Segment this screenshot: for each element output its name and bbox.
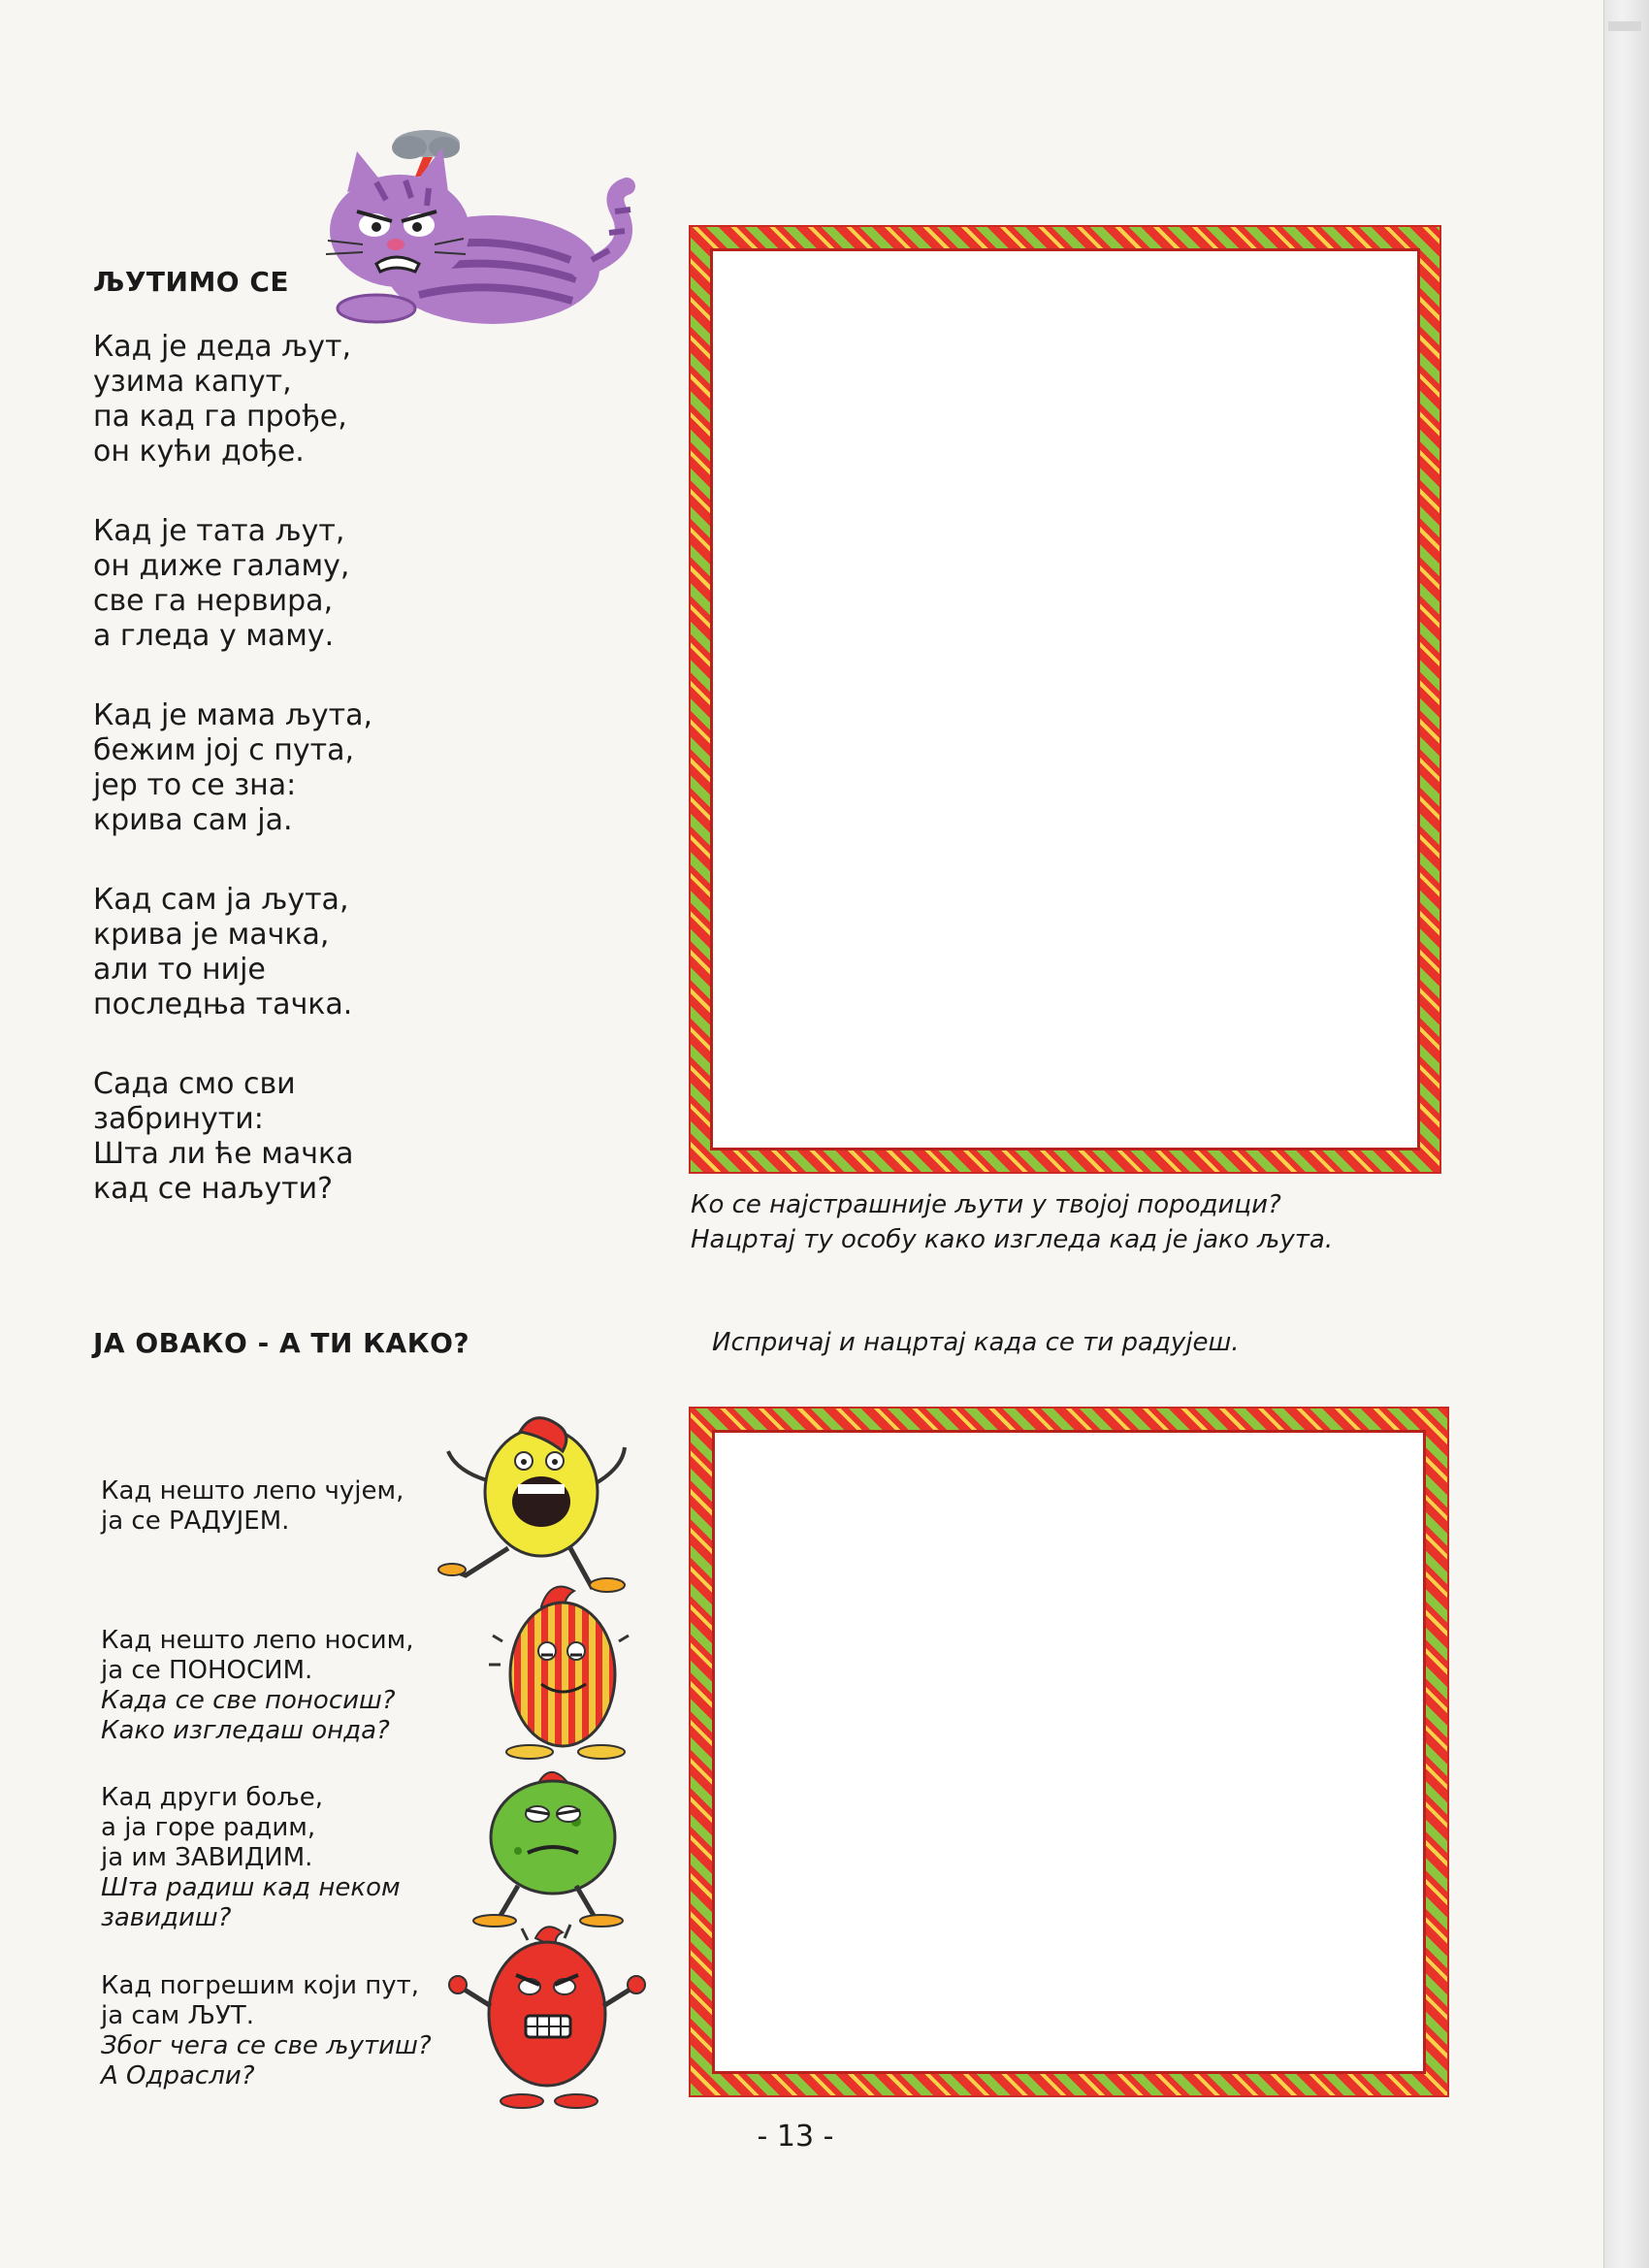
block-line: Кад други боље,: [101, 1783, 323, 1812]
poem-line: све га нервира,: [93, 584, 334, 618]
poem-line: крива сам ја.: [93, 803, 293, 837]
poem-line: али то није: [93, 953, 266, 987]
poem-line: он кући дође.: [93, 435, 305, 469]
poem-stanza: [93, 1067, 598, 1207]
poem-line: забринути:: [93, 1102, 264, 1136]
block-question: Шта радиш кад неком: [101, 1873, 401, 1902]
poem-stanza: [93, 883, 598, 1022]
spine-notch: [1608, 21, 1641, 31]
poem-line: крива је мачка,: [93, 918, 330, 952]
block-line: а ја горе радим,: [101, 1813, 316, 1842]
poem-line: па кад га прође,: [93, 400, 347, 434]
block-question: завидиш?: [101, 1903, 232, 1932]
poem-line: Кад сам ја љута,: [93, 883, 349, 917]
block-line: Кад нешто лепо носим,: [101, 1626, 414, 1655]
emotion-block-angry: [101, 1971, 469, 2091]
block-line: ја им ЗАВИДИМ.: [101, 1843, 313, 1872]
block-line: Кад нешто лепо чујем,: [101, 1476, 404, 1506]
book-spine: [1603, 0, 1649, 2268]
angry-cat-icon: [318, 124, 648, 338]
emotion-block-proud: [101, 1626, 469, 1746]
poem-line: Кад је деда љут,: [93, 330, 351, 364]
drawing-area-2[interactable]: [712, 1430, 1426, 2074]
poem-line: последња тачка.: [93, 988, 353, 1021]
block-question: Када се све поносиш?: [101, 1686, 396, 1715]
frame1-caption-line1: Ко се најстрашније љути у твојој породици?: [691, 1190, 1281, 1219]
poem-line: Шта ли ће мачка: [93, 1137, 354, 1171]
poem-line: бежим јој с пута,: [93, 733, 355, 767]
emotion-block-happy: [101, 1476, 469, 1537]
poem-line: узима капут,: [93, 365, 292, 399]
block-question: А Одрасли?: [101, 2061, 255, 2090]
poem-stanza: [93, 698, 598, 838]
emotion-block-envy: [101, 1783, 469, 1933]
drawing-frame-2: [689, 1407, 1449, 2097]
block-line: ја се ПОНОСИМ.: [101, 1656, 313, 1685]
block-line: ја се РАДУЈЕМ.: [101, 1507, 290, 1536]
poem-line: Кад је тата љут,: [93, 514, 345, 548]
block-line: Кад погрешим који пут,: [101, 1971, 420, 2000]
block-question: Због чега се све љутиш?: [101, 2031, 432, 2060]
drawing-area-1[interactable]: [710, 248, 1420, 1150]
poem: [93, 330, 598, 1251]
happy-creature-icon: [427, 1412, 650, 1597]
block-question: Како изгледаш онда?: [101, 1716, 390, 1745]
envious-creature-icon: [460, 1764, 634, 1928]
block-line: ја сам ЉУТ.: [101, 2001, 254, 2030]
angry-creature-icon: [444, 1919, 648, 2113]
poem-line: он диже галаму,: [93, 549, 350, 583]
poem-line: а гледа у маму.: [93, 619, 335, 653]
drawing-frame-1: [689, 225, 1441, 1174]
poem-stanza: [93, 330, 598, 470]
poem-line: Сада смо сви: [93, 1067, 296, 1101]
page-number: - 13 -: [757, 2120, 834, 2154]
section2-prompt: Испричај и нацртај када се ти радујеш.: [712, 1328, 1240, 1357]
poem-line: кад се наљути?: [93, 1172, 333, 1206]
section1-title: ЉУТИМО СЕ: [93, 266, 290, 298]
proud-creature-icon: [473, 1577, 648, 1762]
frame1-caption-line2: Нацртај ту особу како изгледа кад је јако љута.: [691, 1225, 1334, 1254]
poem-line: јер то се зна:: [93, 768, 297, 802]
poem-stanza: [93, 514, 598, 654]
section2-title: ЈА ОВАКО - А ТИ КАКО?: [93, 1327, 470, 1359]
poem-line: Кад је мама љута,: [93, 698, 373, 732]
